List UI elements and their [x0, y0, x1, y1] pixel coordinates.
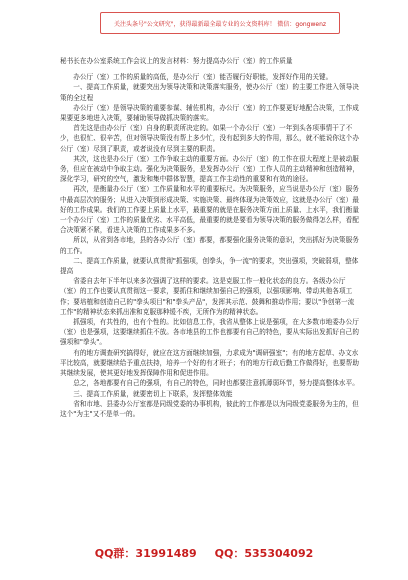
paragraph: 有的地方调查研究搞得好，就应在这方面继续加强，力求成为"调研强室"；有的地方起草、办文水平比较高，就要继续给予重点扶持，培养一个好的有才班子；有的地方行政后勤工作做得好，也要帮助其继续发展，使其更好地发挥保障作用和促进作用。	[60, 348, 359, 378]
paragraph: 办公厅（室）工作的质量的高低，是办公厅（室）能否履行好职能，发挥好作用的关键。	[73, 73, 333, 82]
footer-contact	[0, 545, 408, 561]
paragraph: 省和市地、县委办公厅室都是同级党委的办事机构，彼此的工作都是以为同级党委服务为主的，但这个"为主"又不是单一的。	[60, 399, 359, 418]
document-title: 秘书长在办公室系统工作会议上的发言材料：努力提高办公厅（室）的工作质量	[60, 57, 293, 65]
qq-number: QQ：535304092	[214, 547, 314, 560]
paragraph: 首先这是由办公厅（室）自身的职责所决定的。如果一个办公厅（室）一年到头各项事情干了不少，也很忙、很辛苦，但对领导决策没有帮上多少忙，没有起到多大的作用，那么，就不能说你这个办公厅（室）尽到了职责，或者说没有尽到主要的职责。	[60, 124, 359, 153]
paragraph: 所以，从省到各市地，县的各办公厅（室）都要，都要强化服务决策的意识，突出抓好为决策服务的工作。	[60, 236, 359, 255]
document-body	[60, 56, 360, 419]
paragraph: 其次，这也是办公厅（室）工作争取主动的重要方面。办公厅（室）的工作在很大程度上是被动服务，但应在被动中争取主动。强化为决策服务，是发挥办公厅（室）工作人员的主动精神和创造精神，深化学习，研究的空气，激发和集中群体智慧，提高工作主动性的重要和有效的途径。	[60, 154, 359, 184]
qq-group-number: QQ群：31991489	[94, 547, 197, 560]
banner-text: 关注头条号"公文研究"，获得最新最全最专业的公文资料库！ 微信：gongwenz	[113, 20, 327, 28]
section-heading: 三、提高工作质量，就要密切上下联系，发挥整体效能	[73, 389, 233, 398]
paragraph: 总之，各地都要有自己的强项，有自己的特色，同时也都要注意抓薄弱环节，努力提高整体水平。	[73, 379, 359, 388]
paragraph: 抓强项，有共性的，也有个性的。比如信息工作，我省从整体上说是强项，在大多数市地委办公厅（室）也是强项，这要继续抓住不放。各市地县的工作也都要有自己的特色，要从实际出发抓好自己的强项和"拳头"。	[60, 318, 359, 347]
paragraph: 办公厅（室）是领导决策的重要参谋、辅佐机构，办公厅（室）的工作要更好地配合决策，工作成果要更多地进入决策，要辅助领导做抓决策的落实。	[60, 103, 359, 123]
section-heading: 二、提高工作质量，就要认真贯彻"抓强项，创拳头，争一流"的要求，突出强项，突破弱项，整体提高	[60, 256, 359, 276]
paragraph: 再次，是衡量办公厅（室）工作质量和水平的重要标尺。为决策服务，应当说是办公厅（室）服务中最高层次的服务；从进入决策到形成决策、实施决策、最终体现为决策效应，这就是办公厅（室）最好的工作成果。我们的工作要上质量上水平，最重要的就是在服务决策方面上质量、上水平，我们衡量一个办公厅（室）工作的质量优劣、水平高低，最重要的就是要看为领导决策的服务做得怎么样，看配合决策紧不紧，看进入决策的工作成果多不多。	[60, 185, 359, 235]
paragraph: 省委自去年下半年以来多次强调了这样的要求。这是克服工作一般化状态的良方。各级办公厅（室）的工作也要认真贯彻这一要求，要抓住和继续加强自己的强项，以强项影响、带动其他各项工作；要培植和创造自己的"拳头项目"和"拳头产品"，发挥其示范、鼓舞和推动作用；要以"争创第一流工作"的精神状态来抓出准和克服那种缓不疾，无所作为的精神状态。	[60, 277, 355, 316]
section-heading: 一、提高工作质量，就要突出为领导决策和决策落实服务，使办公厅（室）的主要工作进入领导决策的全过程	[60, 83, 359, 102]
header-banner	[100, 12, 340, 34]
